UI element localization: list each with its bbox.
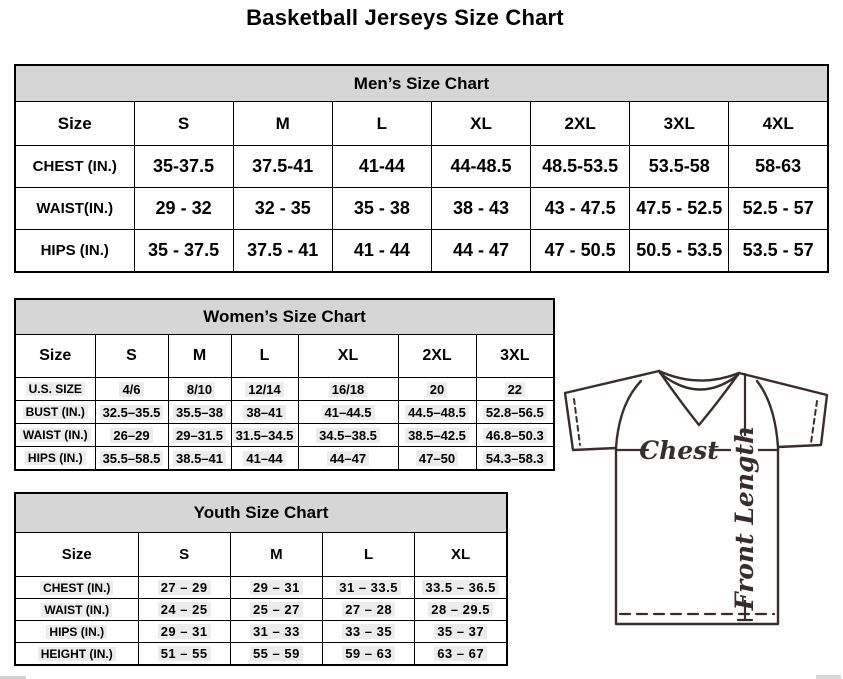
value-cell: 52.8–56.5 — [476, 401, 554, 424]
value-cell: 28 – 29.5 — [415, 599, 507, 621]
value-cell: 38–41 — [231, 401, 298, 424]
value-cell: 27 – 29 — [138, 577, 230, 599]
value-cell: 29 – 31 — [138, 621, 230, 643]
value-cell: 51 – 55 — [138, 643, 230, 666]
row-label: BUST (IN.) — [15, 401, 95, 424]
table-row — [15, 378, 554, 401]
value-cell: 46.8–50.3 — [476, 424, 554, 447]
header-cell: L — [231, 335, 298, 378]
value-cell: 25 – 27 — [230, 599, 322, 621]
value-cell: 53.5-58 — [630, 146, 729, 188]
value-cell: 27 – 28 — [323, 599, 415, 621]
row-label: CHEST (IN.) — [15, 146, 134, 188]
womens-table-title: Women’s Size Chart — [15, 299, 554, 335]
value-cell: 41 - 44 — [332, 230, 431, 273]
header-cell: M — [168, 335, 231, 378]
value-cell: 31.5–34.5 — [231, 424, 298, 447]
value-cell: 38.5–42.5 — [398, 424, 476, 447]
value-cell: 44 - 47 — [431, 230, 530, 273]
table-row — [15, 146, 828, 188]
value-cell: 31 – 33.5 — [323, 577, 415, 599]
header-cell: M — [233, 102, 332, 146]
cuff-dash-right — [811, 401, 817, 443]
jersey-seam-left — [616, 381, 641, 448]
value-cell: 52.5 - 57 — [729, 188, 828, 230]
value-cell: 4/6 — [95, 378, 168, 401]
value-cell: 44.5–48.5 — [398, 401, 476, 424]
youth-size-table — [14, 492, 508, 666]
horizontal-scrollbar-right-thumb[interactable] — [816, 675, 841, 679]
value-cell: 55 – 59 — [230, 643, 322, 666]
header-cell: S — [95, 335, 168, 378]
header-cell: L — [323, 533, 415, 577]
cuff-dash-left — [574, 399, 580, 445]
row-label: WAIST(IN.) — [15, 188, 134, 230]
value-cell: 35 - 38 — [332, 188, 431, 230]
table-row — [15, 401, 554, 424]
value-cell: 33.5 – 36.5 — [415, 577, 507, 599]
value-cell: 58-63 — [729, 146, 828, 188]
value-cell: 47 - 50.5 — [531, 230, 630, 273]
value-cell: 38.5–41 — [168, 447, 231, 471]
youth-header-row — [15, 533, 507, 577]
value-cell: 44-48.5 — [431, 146, 530, 188]
jersey-seam-right — [757, 381, 778, 447]
row-label: CHEST (IN.) — [15, 577, 138, 599]
header-cell: Size — [15, 102, 134, 146]
value-cell: 35 – 37 — [415, 621, 507, 643]
youth-table-title: Youth Size Chart — [15, 493, 507, 533]
table-row — [15, 599, 507, 621]
value-cell: 37.5 - 41 — [233, 230, 332, 273]
value-cell: 41–44 — [231, 447, 298, 471]
table-row — [15, 621, 507, 643]
value-cell: 54.3–58.3 — [476, 447, 554, 471]
header-cell: Size — [15, 533, 138, 577]
table-row — [15, 188, 828, 230]
jersey-collar — [659, 371, 739, 381]
table-row — [15, 643, 507, 666]
row-label: HIPS (IN.) — [15, 447, 95, 471]
row-label: U.S. SIZE — [15, 378, 95, 401]
value-cell: 34.5–38.5 — [298, 424, 398, 447]
chest-label: Chest — [639, 436, 719, 465]
mens-header-row — [15, 102, 828, 146]
value-cell: 29 - 32 — [134, 188, 233, 230]
row-label: HEIGHT (IN.) — [15, 643, 138, 666]
value-cell: 29 – 31 — [230, 577, 322, 599]
value-cell: 26–29 — [95, 424, 168, 447]
value-cell: 44–47 — [298, 447, 398, 471]
table-row — [15, 447, 554, 471]
value-cell: 35.5–38 — [168, 401, 231, 424]
value-cell: 12/14 — [231, 378, 298, 401]
value-cell: 22 — [476, 378, 554, 401]
mens-table-title: Men’s Size Chart — [15, 65, 828, 102]
value-cell: 16/18 — [298, 378, 398, 401]
mens-size-table — [14, 64, 829, 273]
header-cell: 2XL — [398, 335, 476, 378]
header-cell: S — [134, 102, 233, 146]
value-cell: 33 – 35 — [323, 621, 415, 643]
value-cell: 53.5 - 57 — [729, 230, 828, 273]
header-cell: L — [332, 102, 431, 146]
jersey-vneck — [659, 371, 739, 425]
page-title: Basketball Jerseys Size Chart — [246, 5, 564, 30]
value-cell: 24 – 25 — [138, 599, 230, 621]
header-cell: XL — [298, 335, 398, 378]
value-cell: 43 - 47.5 — [531, 188, 630, 230]
row-label: WAIST (IN.) — [15, 599, 138, 621]
womens-header-row — [15, 335, 554, 378]
value-cell: 20 — [398, 378, 476, 401]
row-label: HIPS (IN.) — [15, 621, 138, 643]
header-cell: 3XL — [476, 335, 554, 378]
value-cell: 35 - 37.5 — [134, 230, 233, 273]
header-cell: Size — [15, 335, 95, 378]
value-cell: 38 - 43 — [431, 188, 530, 230]
value-cell: 47.5 - 52.5 — [630, 188, 729, 230]
value-cell: 41-44 — [332, 146, 431, 188]
header-cell: XL — [415, 533, 507, 577]
value-cell: 48.5-53.5 — [531, 146, 630, 188]
header-cell: M — [230, 533, 322, 577]
header-cell: 2XL — [531, 102, 630, 146]
value-cell: 50.5 - 53.5 — [630, 230, 729, 273]
value-cell: 63 – 67 — [415, 643, 507, 666]
row-label: HIPS (IN.) — [15, 230, 134, 273]
header-cell: 3XL — [630, 102, 729, 146]
header-cell: S — [138, 533, 230, 577]
value-cell: 47–50 — [398, 447, 476, 471]
value-cell: 35-37.5 — [134, 146, 233, 188]
value-cell: 29–31.5 — [168, 424, 231, 447]
table-row — [15, 424, 554, 447]
value-cell: 31 – 33 — [230, 621, 322, 643]
jersey-outline — [565, 371, 827, 624]
table-row — [15, 230, 828, 273]
value-cell: 41–44.5 — [298, 401, 398, 424]
header-cell: 4XL — [729, 102, 828, 146]
value-cell: 35.5–58.5 — [95, 447, 168, 471]
value-cell: 37.5-41 — [233, 146, 332, 188]
value-cell: 32.5–35.5 — [95, 401, 168, 424]
header-cell: XL — [431, 102, 530, 146]
table-row — [15, 577, 507, 599]
value-cell: 32 - 35 — [233, 188, 332, 230]
value-cell: 8/10 — [168, 378, 231, 401]
row-label: WAIST (IN.) — [15, 424, 95, 447]
value-cell: 59 – 63 — [323, 643, 415, 666]
jersey-measurement-diagram — [558, 362, 841, 662]
womens-size-table — [14, 298, 555, 471]
front-length-label: Front Length — [730, 425, 759, 611]
